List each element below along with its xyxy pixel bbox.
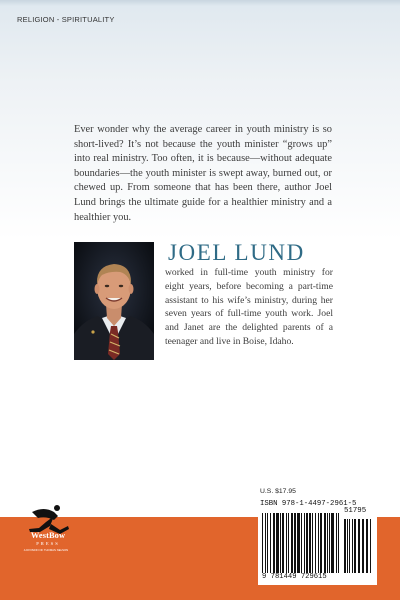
author-photo	[74, 242, 154, 360]
isbn-label: ISBN 978-1-4497-2961-5	[260, 500, 357, 508]
publisher-name: WestBow	[30, 531, 66, 540]
category-label: RELIGION - SPIRITUALITY	[17, 15, 115, 24]
author-portrait	[74, 242, 154, 360]
author-bio: worked in full-time youth ministry for eight years, before becoming a part-time assistant to his wife’s ministry, during her seven years of full-time youth work. Joel and Janet are the delighted parents of a teenager and live in Boise, Idaho.	[165, 267, 333, 347]
top-edge	[0, 0, 400, 6]
book-blurb: Ever wonder why the average career in youth ministry is so short-lived? It’s not because the youth minister “grows up” into real ministry. Too often, it is because—without adequate boundaries—the youth minister is swept away, burned out, or chewed up. From someone that has been there, author Joel Lund brings the ultimate guide for a healthier ministry and a healthier you.	[74, 124, 332, 223]
ean-digits: 9 781449 729615	[262, 573, 342, 581]
barcode-icon	[262, 511, 374, 581]
price-addon-digits: 51795	[344, 507, 367, 515]
publisher-tagline: A DIVISION OF THOMAS NELSON	[23, 548, 69, 552]
publisher-press: PRESS	[36, 541, 60, 546]
price-label: U.S. $17.95	[260, 488, 296, 495]
author-name: JOEL LUND	[168, 240, 305, 265]
